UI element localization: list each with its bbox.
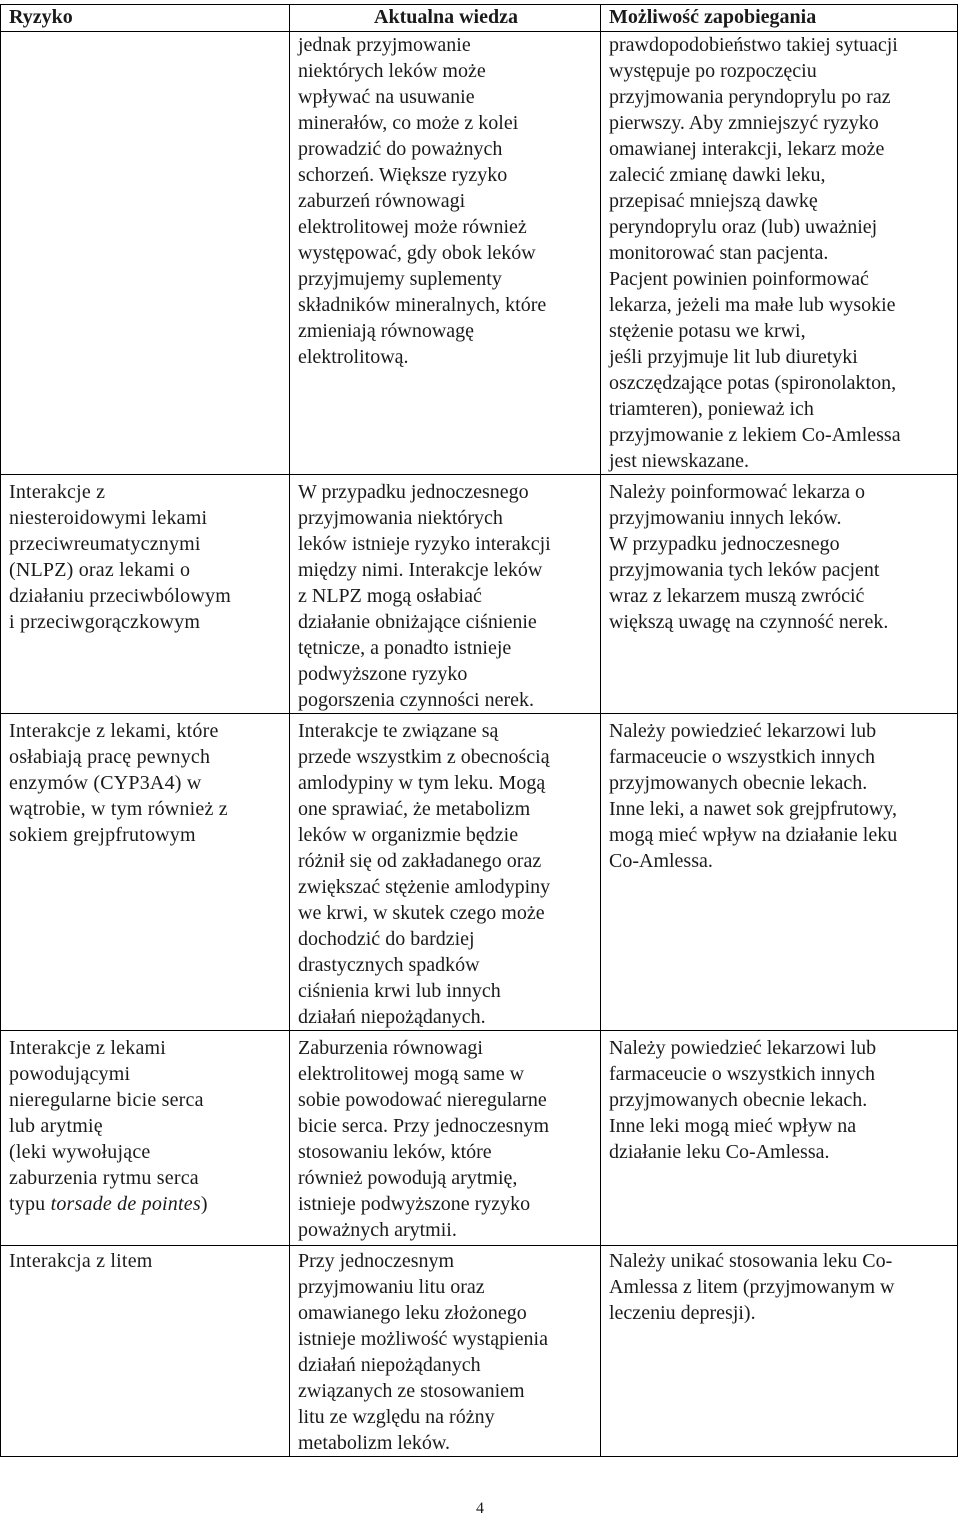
knowledge-line: Interakcje te związane są (298, 720, 499, 742)
knowledge-line: zwiększać stężenie amlodypiny (298, 876, 551, 898)
prevention-line: farmaceucie o wszystkich innych (609, 1063, 876, 1085)
knowledge-line: z NLPZ mogą osłabiać (298, 585, 482, 607)
knowledge-line: występować, gdy obok leków (298, 242, 536, 264)
risk-cell (1, 1246, 290, 1457)
prevention-line: występuje po rozpoczęciu (609, 60, 817, 82)
prevention-line: oszczędzające potas (spironolakton, (609, 372, 897, 394)
knowledge-line: schorzeń. Większe ryzyko (298, 164, 508, 186)
knowledge-cell (290, 475, 601, 714)
knowledge-line: również powodują arytmię, (298, 1167, 518, 1189)
risk-line: niesteroidowymi lekami (9, 507, 208, 529)
prevention-cell (601, 475, 958, 714)
prevention-line: działanie leku Co-Amlessa. (609, 1141, 830, 1163)
knowledge-line: litu ze względu na różny (298, 1406, 495, 1428)
knowledge-line: drastycznych spadków (298, 954, 480, 976)
knowledge-line: tętnicze, a ponadto istnieje (298, 637, 512, 659)
knowledge-line: składników mineralnych, które (298, 294, 547, 316)
prevention-line: przepisać mniejszą dawkę (609, 190, 818, 212)
prevention-line: prawdopodobieństwo takiej sytuacji (609, 34, 898, 56)
risk-line: działaniu przeciwbólowym (9, 585, 231, 607)
prevention-line: mogą mieć wpływ na działanie leku (609, 824, 898, 846)
knowledge-line: sobie powodować nieregularne (298, 1089, 547, 1111)
risk-line-prefix: typu (9, 1193, 51, 1215)
risk-cell (1, 714, 290, 1031)
knowledge-line: zaburzeń równowagi (298, 190, 466, 212)
table-row (1, 32, 958, 475)
knowledge-line: dochodzić do bardziej (298, 928, 475, 950)
prevention-cell (601, 1031, 958, 1246)
header-prevention: Możliwość zapobiegania (601, 5, 958, 32)
knowledge-line: metabolizm leków. (298, 1432, 450, 1454)
knowledge-line: W przypadku jednoczesnego (298, 481, 529, 503)
prevention-line: Co-Amlessa. (609, 850, 713, 872)
knowledge-line: przyjmujemy suplementy (298, 268, 502, 290)
knowledge-line: Zaburzenia równowagi (298, 1037, 483, 1059)
prevention-line: przyjmowanych obecnie lekach. (609, 1089, 868, 1111)
knowledge-line: pogorszenia czynności nerek. (298, 689, 535, 711)
prevention-line: Należy powiedzieć lekarzowi lub (609, 1037, 877, 1059)
risk-line: wątrobie, w tym również z (9, 798, 228, 820)
risk-line: Interakcja z litem (9, 1250, 153, 1272)
header-knowledge: Aktualna wiedza (290, 5, 601, 32)
knowledge-line: różnił się od zakładanego oraz (298, 850, 542, 872)
knowledge-line: elektrolitowej może również (298, 216, 527, 238)
risk-line: i przeciwgorączkowym (9, 611, 201, 633)
prevention-line: lekarza, jeżeli ma małe lub wysokie (609, 294, 896, 316)
table-row (1, 1031, 958, 1246)
knowledge-line: bicie serca. Przy jednoczesnym (298, 1115, 550, 1137)
prevention-line: Należy poinformować lekarza o (609, 481, 865, 503)
risk-line: nieregularne bicie serca (9, 1089, 204, 1111)
prevention-cell (601, 714, 958, 1031)
risk-line-italic: torsade de pointes (50, 1193, 201, 1215)
risk-line: sokiem grejpfrutowym (9, 824, 196, 846)
prevention-line: farmaceucie o wszystkich innych (609, 746, 876, 768)
page-number: 4 (476, 1500, 484, 1517)
knowledge-line: leków w organizmie będzie (298, 824, 519, 846)
knowledge-line: elektrolitowej mogą same w (298, 1063, 525, 1085)
knowledge-line: przyjmowania niektórych (298, 507, 503, 529)
risk-cell (1, 1031, 290, 1246)
knowledge-line: elektrolitową. (298, 346, 409, 368)
prevention-line: stężenie potasu we krwi, (609, 320, 806, 342)
risk-line-torsade (9, 1191, 283, 1217)
knowledge-line: zmieniają równowagę (298, 320, 475, 342)
knowledge-line: działanie obniżające ciśnienie (298, 611, 537, 633)
prevention-line: przyjmowania peryndoprylu po raz (609, 86, 891, 108)
risk-line: Interakcje z (9, 481, 106, 503)
prevention-line: pierwszy. Aby zmniejszyć ryzyko (609, 112, 879, 134)
knowledge-line: omawianego leku złożonego (298, 1302, 527, 1324)
table-row (1, 1246, 958, 1457)
knowledge-line: stosowaniu leków, które (298, 1141, 492, 1163)
knowledge-line: istnieje podwyższone ryzyko (298, 1193, 531, 1215)
prevention-line: wraz z lekarzem muszą zwrócić (609, 585, 865, 607)
prevention-line: jest niewskazane. (609, 450, 749, 472)
knowledge-line: przyjmowaniu litu oraz (298, 1276, 485, 1298)
risk-line: (leki wywołujące (9, 1141, 151, 1163)
knowledge-line: ciśnienia krwi lub innych (298, 980, 501, 1002)
risk-line: przeciwreumatycznymi (9, 533, 201, 555)
knowledge-line: prowadzić do poważnych (298, 138, 503, 160)
knowledge-line: między nimi. Interakcje leków (298, 559, 543, 581)
knowledge-cell (290, 1031, 601, 1246)
knowledge-line: działań niepożądanych. (298, 1006, 486, 1028)
knowledge-cell (290, 32, 601, 475)
knowledge-line: przede wszystkim z obecnością (298, 746, 550, 768)
prevention-line: Należy unikać stosowania leku Co- (609, 1250, 893, 1272)
risk-line-suffix: ) (200, 1193, 208, 1215)
knowledge-line: jednak przyjmowanie (298, 34, 471, 56)
prevention-line: Pacjent powinien poinformować (609, 268, 869, 290)
risk-line: enzymów (CYP3A4) w (9, 772, 202, 794)
knowledge-line: istnieje możliwość wystąpienia (298, 1328, 548, 1350)
risk-line: (NLPZ) oraz lekami o (9, 559, 191, 581)
prevention-line: leczeniu depresji). (609, 1302, 756, 1324)
knowledge-line: związanych ze stosowaniem (298, 1380, 525, 1402)
interactions-table (0, 4, 958, 1457)
risk-line: powodującymi (9, 1063, 131, 1085)
prevention-line: przyjmowaniu innych leków. (609, 507, 842, 529)
knowledge-line: działań niepożądanych (298, 1354, 481, 1376)
risk-line: zaburzenia rytmu serca (9, 1167, 199, 1189)
prevention-line: Należy powiedzieć lekarzowi lub (609, 720, 877, 742)
prevention-line: monitorować stan pacjenta. (609, 242, 829, 264)
prevention-line: triamteren), ponieważ ich (609, 398, 814, 420)
prevention-line: przyjmowanych obecnie lekach. (609, 772, 868, 794)
knowledge-line: amlodypiny w tym leku. Mogą (298, 772, 546, 794)
table-row (1, 714, 958, 1031)
knowledge-line: one sprawiać, że metabolizm (298, 798, 531, 820)
knowledge-line: wpływać na usuwanie (298, 86, 475, 108)
header-risk: Ryzyko (1, 5, 290, 32)
prevention-line: Inne leki mogą mieć wpływ na (609, 1115, 857, 1137)
knowledge-line: poważnych arytmii. (298, 1219, 457, 1241)
prevention-line: przyjmowanie z lekiem Co-Amlessa (609, 424, 901, 446)
knowledge-line: Przy jednoczesnym (298, 1250, 455, 1272)
prevention-line: przyjmowania tych leków pacjent (609, 559, 880, 581)
prevention-cell (601, 1246, 958, 1457)
prevention-line: W przypadku jednoczesnego (609, 533, 840, 555)
risk-cell (1, 32, 290, 475)
knowledge-cell (290, 714, 601, 1031)
prevention-line: omawianej interakcji, lekarz może (609, 138, 885, 160)
risk-line: Interakcje z lekami, które (9, 720, 219, 742)
table-header-row (1, 5, 958, 32)
knowledge-cell (290, 1246, 601, 1457)
risk-cell (1, 475, 290, 714)
risk-line: Interakcje z lekami (9, 1037, 167, 1059)
prevention-line: zalecić zmianę dawki leku, (609, 164, 826, 186)
knowledge-line: niektórych leków może (298, 60, 486, 82)
prevention-line: peryndoprylu oraz (lub) uważniej (609, 216, 878, 238)
knowledge-line: podwyższone ryzyko (298, 663, 468, 685)
table-row (1, 475, 958, 714)
knowledge-line: minerałów, co może z kolei (298, 112, 519, 134)
risk-line: lub arytmię (9, 1115, 103, 1137)
prevention-line: Amlessa z litem (przyjmowanym w (609, 1276, 895, 1298)
prevention-line: większą uwagę na czynność nerek. (609, 611, 889, 633)
knowledge-line: leków istnieje ryzyko interakcji (298, 533, 551, 555)
prevention-line: Inne leki, a nawet sok grejpfrutowy, (609, 798, 898, 820)
knowledge-line: we krwi, w skutek czego może (298, 902, 545, 924)
risk-line: osłabiają pracę pewnych (9, 746, 211, 768)
prevention-line: jeśli przyjmuje lit lub diuretyki (609, 346, 858, 368)
prevention-cell (601, 32, 958, 475)
